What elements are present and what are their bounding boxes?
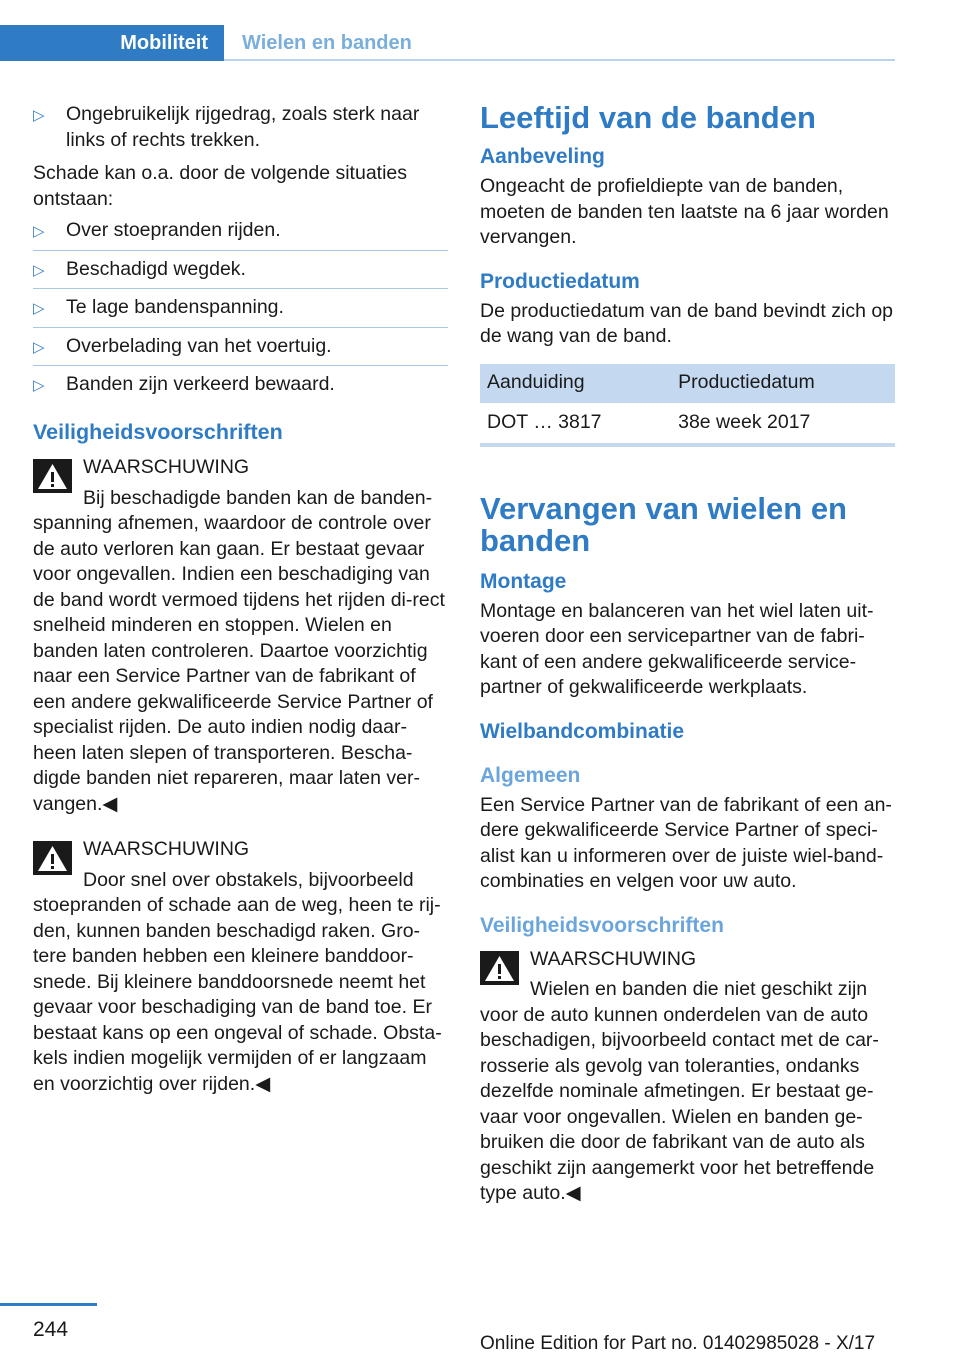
list-separator <box>33 288 448 289</box>
heading-recommendation: Aanbeveling <box>480 145 605 168</box>
list-item-text: Overbelading van het voertuig. <box>66 334 332 357</box>
warning-text-first: Bij beschadigde banden kan de banden- <box>83 486 433 509</box>
triangle-bullet-icon: ▷ <box>33 338 45 356</box>
list-item <box>33 295 448 321</box>
damage-intro: Schade kan o.a. door de volgende situaties ontstaan: <box>33 162 408 210</box>
list-item <box>33 372 448 398</box>
warning-title: WAARSCHUWING <box>83 838 250 860</box>
warning-text: spanning afnemen, waardoor de controle over de auto verloren kan gaan. Er bestaat gevaar voor ongevallen. Indien een beschadiging van de band wordt vermoed tijdens het rijden di-rect snelheid minderen en stoppen. Wielen en banden laten controleren. Daartoe voorzichtig naar een Service Partner van de fabrikant of een andere gekwalificeerde Service Partner of specialist rijden. De auto indien nodig daar-heen laten slepen of transporteren. Bescha-digde banden niet repareren, maar laten ver-vangen.◀ <box>33 512 445 815</box>
list-item-text: Over stoepranden rijden. <box>66 219 281 241</box>
page-header <box>0 25 895 61</box>
triangle-bullet-icon: ▷ <box>33 261 45 279</box>
left-column <box>33 102 448 1097</box>
heading-general: Algemeen <box>480 763 581 787</box>
warning-triangle-icon <box>33 841 72 875</box>
warning-text-first: Door snel over obstakels, bijvoorbeeld <box>83 868 414 891</box>
warning-block <box>33 455 448 817</box>
page-number: 244 <box>33 1318 69 1341</box>
list-separator <box>33 250 448 251</box>
recommendation-text: Ongeacht de profieldiepte van de banden, moeten de banden ten laatste na 6 jaar worden vervangen. <box>480 175 889 248</box>
production-date-table <box>480 364 895 447</box>
warning-triangle-icon <box>33 459 72 493</box>
list-item <box>33 257 448 283</box>
heading-production-date: Productiedatum <box>480 269 640 293</box>
list-item <box>33 102 448 153</box>
triangle-bullet-icon: ▷ <box>33 107 45 124</box>
list-separator <box>33 365 448 366</box>
list-item-text: Ongebruikelijk rijgedrag, zoals sterk naar links of rechts trekken. <box>66 103 420 151</box>
heading-replace-wheels: Vervangen van wielen en banden <box>480 490 847 558</box>
table-header: Productiedatum <box>671 364 895 403</box>
edition-footer: Online Edition for Part no. 01402985028 - X/17 <box>480 1333 876 1354</box>
warning-text: stoepranden of schade aan de weg, heen te rij-den, kunnen banden beschadigd raken. Gro-tere banden hebben een kleinere banddoor-snede. Bij kleinere banddoorsnede neemt het gevaar voor beschadiging van de band toe. Er bestaat kans op een ongeval of schade. Obsta-kels indien mogelijk vermijden of er langzaam en voorzichtig over rijden.◀ <box>33 894 442 1095</box>
safety-heading: Veiligheidsvoorschriften <box>33 419 283 444</box>
triangle-bullet-icon: ▷ <box>33 223 45 240</box>
page-number-rule <box>0 1303 97 1306</box>
production-date-text: De productiedatum van de band bevindt zich op de wang van de band. <box>480 299 894 347</box>
table-header: Aanduiding <box>480 364 671 403</box>
list-item <box>33 334 448 360</box>
mounting-text: Montage en balanceren van het wiel laten uit-voeren door een servicepartner van de fabri-kant of een andere gekwalificeerde service-partner of gekwalificeerde werkplaats. <box>480 599 874 698</box>
list-item-text: Te lage bandenspanning. <box>66 296 284 318</box>
table-cell: DOT … 3817 <box>480 403 671 445</box>
section-tab-wielen-en-banden[interactable]: Wielen en banden <box>224 25 895 61</box>
heading-mounting: Montage <box>480 569 567 593</box>
heading-wheel-tire-combination: Wielbandcombinatie <box>480 719 685 743</box>
general-text: Een Service Partner van de fabrikant of een an-dere gekwalificeerde Service Partner of speci-alist kan u informeren over de juiste wiel-band-combinaties en velgen voor uw auto. <box>480 793 892 892</box>
list-separator <box>33 327 448 328</box>
heading-tire-age: Leeftijd van de banden <box>480 100 816 135</box>
warning-text: voor de auto kunnen onderdelen van de auto beschadigen, bijvoorbeeld contact met de car-rosserie als gevolg van toleranties, ondanks dezelfde nominale afmetingen. Er bestaat ge-vaar voor ongevallen. Wielen en banden ge-bruiken die door de fabrikant van de auto als geschikt zijn aangemerkt voor het betreffende type auto.◀ <box>480 1003 879 1204</box>
damage-list <box>33 218 448 398</box>
warning-title: WAARSCHUWING <box>530 947 697 970</box>
list-item-text: Beschadigd wegdek. <box>66 257 246 280</box>
header-divider <box>224 59 895 61</box>
heading-safety-regulations: Veiligheidsvoorschriften <box>480 913 724 937</box>
table-cell: 38e week 2017 <box>671 403 895 445</box>
warning-block <box>33 837 448 1097</box>
right-column <box>480 102 895 1207</box>
list-item <box>33 218 448 244</box>
warning-text-first: Wielen en banden die niet geschikt zijn <box>530 978 868 1000</box>
list-item-text: Banden zijn verkeerd bewaard. <box>66 373 335 395</box>
warning-title: WAARSCHUWING <box>83 456 250 478</box>
section-tab-mobiliteit[interactable]: Mobiliteit <box>0 25 224 61</box>
triangle-bullet-icon: ▷ <box>33 377 45 394</box>
triangle-bullet-icon: ▷ <box>33 300 45 317</box>
warning-block <box>480 947 895 1207</box>
table-row <box>480 403 895 445</box>
warning-triangle-icon <box>480 951 519 985</box>
